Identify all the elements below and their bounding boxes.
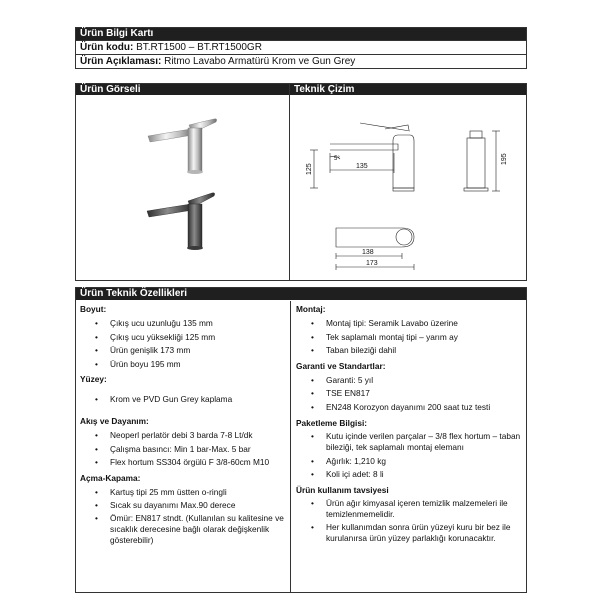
list-item: • Montaj tipi: Seramik Lavabo üzerine: [296, 317, 526, 331]
list-item: • Çıkış ucu uzunluğu 135 mm: [80, 317, 290, 331]
product-code-label: Ürün kodu:: [80, 42, 134, 53]
list-item: • Ağırlık: 1,210 kg: [296, 455, 526, 469]
dim-195: 195: [501, 153, 508, 165]
specs-left-column: [76, 301, 291, 592]
product-description-value: Ritmo Lavabo Armatürü Krom ve Gun Grey: [161, 56, 356, 67]
yuzey-list: [80, 393, 290, 407]
technical-specs-section: [75, 287, 527, 593]
specs-title: Ürün Teknik Özellikleri: [76, 288, 526, 300]
garanti-heading: Garanti ve Standartlar:: [296, 360, 386, 371]
list-item: • Ürün boyu 195 mm: [80, 358, 290, 372]
list-item: • Flex hortum SS304 örgülü F 3/8-60cm M10: [80, 456, 290, 470]
list-item: • Kutu içinde verilen parçalar – 3/8 flex hortum – taban bileziği, tek saplamalı montaj elemanı: [296, 431, 526, 453]
dim-138: 138: [362, 249, 374, 256]
product-image-panel: [76, 84, 290, 280]
acma-list: [80, 486, 290, 546]
kullanim-heading: Ürün kullanım tavsiyesi: [296, 484, 389, 495]
boyut-heading: Boyut:: [80, 304, 107, 314]
product-description-row: [76, 54, 526, 68]
technical-drawing-title: Teknik Çizim: [290, 84, 526, 95]
product-image-title: Ürün Görseli: [76, 84, 289, 95]
yuzey-heading: Yüzey:: [80, 374, 107, 385]
dim-125: 125: [306, 163, 313, 175]
technical-drawing: [290, 95, 526, 280]
boyut-list: [80, 317, 290, 371]
product-info-card: [75, 27, 527, 69]
acma-heading: Açma-Kapama:: [80, 472, 141, 483]
montaj-heading: Montaj:: [296, 304, 326, 314]
list-item: • Krom ve PVD Gun Grey kaplama: [80, 393, 290, 407]
list-item: • Ömür: EN817 stndt. (Kullanılan su kalitesine ve sıcaklık derecesine bağlı olarak değişkenlik gösterebilir): [80, 513, 290, 546]
chrome-faucet-image: [148, 119, 217, 174]
product-code-row: [76, 40, 526, 54]
list-item: • EN248 Korozyon dayanımı 200 saat tuz testi: [296, 401, 526, 415]
list-item: • Sıcak su dayanımı Max.90 derece: [80, 499, 290, 513]
list-item: • Çıkış ucu yüksekliği 125 mm: [80, 331, 290, 345]
akis-list: [80, 429, 290, 470]
list-item: • Koli içi adet: 8 li: [296, 468, 526, 482]
list-item: • Tek saplamalı montaj tipi – yarım ay: [296, 331, 526, 345]
list-item: • Garanti: 5 yıl: [296, 374, 526, 388]
dim-angle: 5°: [334, 156, 340, 162]
paket-list: [296, 431, 526, 482]
list-item: • Çalışma basıncı: Min 1 bar-Max. 5 bar: [80, 443, 290, 457]
garanti-list: [296, 374, 526, 415]
technical-drawing-panel: [290, 84, 526, 280]
list-item: • Ürün genişlik 173 mm: [80, 344, 290, 358]
list-item: • Taban bileziği dahil: [296, 344, 526, 358]
list-item: • Her kullanımdan sonra ürün yüzeyi kuru bir bez ile kurulanırsa ürün yüzey parlaklığı korunacaktır.: [296, 522, 526, 544]
list-item: • TSE EN817: [296, 387, 526, 401]
product-visual-section: [75, 83, 527, 281]
dim-173: 173: [366, 260, 378, 267]
product-code-value: BT.RT1500 – BT.RT1500GR: [133, 42, 262, 53]
product-photos: [76, 95, 288, 280]
list-item: • Ürün ağır kimyasal içeren temizlik malzemeleri ile temizlenmemelidir.: [296, 498, 526, 520]
paket-heading: Paketleme Bilgisi:: [296, 417, 368, 428]
gun-grey-faucet-image: [147, 193, 215, 250]
list-item: • Kartuş tipi 25 mm üstten o-ringli: [80, 486, 290, 500]
product-description-label: Ürün Açıklaması:: [80, 56, 162, 67]
dim-135: 135: [356, 163, 368, 170]
list-item: • Neoperl perlatör debi 3 barda 7-8 Lt/dk: [80, 429, 290, 443]
kullanim-list: [296, 498, 526, 544]
akis-heading: Akış ve Dayanım:: [80, 415, 149, 426]
info-card-title: Ürün Bilgi Kartı: [76, 28, 526, 40]
montaj-list: [296, 317, 526, 358]
specs-right-column: [291, 301, 526, 592]
